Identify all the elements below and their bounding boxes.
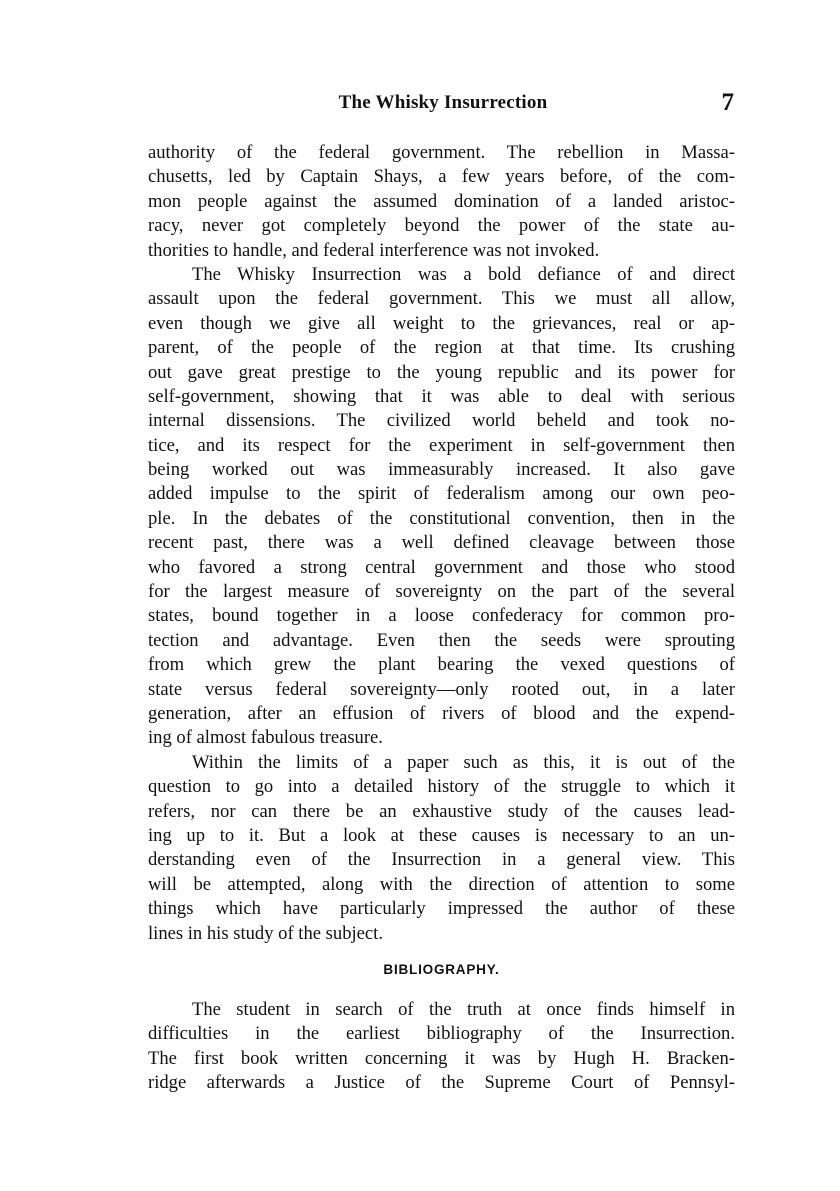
page-number: 7 [721,89,734,116]
text-line: out gave great prestige to the young republic and its power for [148,361,735,383]
text-line: thorities to handle, and federal interference was not invoked. [148,239,600,261]
running-head [148,90,738,120]
text-line: racy, never got completely beyond the power of the state au- [148,215,735,237]
text-line: will be attempted, along with the direction of attention to some [148,873,735,895]
text-line: recent past, there was a well defined cleavage between those [148,532,735,554]
body-text-part1 [148,141,735,946]
text-line: authority of the federal government. The rebellion in Massa- [148,142,735,163]
text-line: ple. In the debates of the constitutional convention, then in the [148,507,735,529]
text-line: from which grew the plant bearing the vexed questions of [148,654,735,676]
body-text-part2 [148,998,735,1096]
paragraph-start-line: The student in search of the truth at once finds himself in [192,999,735,1020]
text-line: ing up to it. But a look at these causes is necessary to an un- [148,824,735,846]
text-line: added impulse to the spirit of federalism among our own peo- [148,483,735,505]
text-line: self-government, showing that it was able to deal with serious [148,385,735,407]
section-heading: BIBLIOGRAPHY. [383,962,500,977]
text-line: things which have particularly impressed the author of these [148,898,735,920]
text-line: tection and advantage. Even then the seeds were sprouting [148,629,735,651]
text-line: generation, after an effusion of rivers of blood and the expend- [148,702,735,724]
text-line: The first book written concerning it was by Hugh H. Bracken- [148,1047,735,1069]
text-line: ing of almost fabulous treasure. [148,727,383,749]
running-title: The Whisky Insurrection [338,92,548,113]
text-line: lines in his study of the subject. [148,922,383,944]
text-line: chusetts, led by Captain Shays, a few years before, of the com- [148,166,735,188]
text-line: for the largest measure of sovereignty on the part of the several [148,581,735,603]
text-line: refers, nor can there be an exhaustive study of the causes lead- [148,800,735,822]
text-line: ridge afterwards a Justice of the Supreme Court of Pennsyl- [148,1072,735,1094]
paragraph-start-line: The Whisky Insurrection was a bold defiance of and direct [192,263,735,285]
text-line: internal dissensions. The civilized world beheld and took no- [148,410,735,432]
paragraph-start-line: Within the limits of a paper such as this, it is out of the [192,751,735,773]
text-line: mon people against the assumed domination of a landed aristoc- [148,190,735,212]
text-line: derstanding even of the Insurrection in a general view. This [148,849,735,871]
text-line: being worked out was immeasurably increased. It also gave [148,459,735,481]
text-line: assault upon the federal government. This we must all allow, [148,288,735,310]
text-line: difficulties in the earliest bibliography of the Insurrection. [148,1023,735,1045]
text-line: states, bound together in a loose confederacy for common pro- [148,605,735,627]
text-line: who favored a strong central government and those who stood [148,556,735,578]
text-line: state versus federal sovereignty—only rooted out, in a later [148,678,735,700]
text-line: question to go into a detailed history of the struggle to which it [148,776,735,798]
text-line: even though we give all weight to the grievances, real or ap- [148,312,735,334]
text-line: tice, and its respect for the experiment in self-government then [148,434,735,456]
text-line: parent, of the people of the region at that time. Its crushing [148,337,735,359]
